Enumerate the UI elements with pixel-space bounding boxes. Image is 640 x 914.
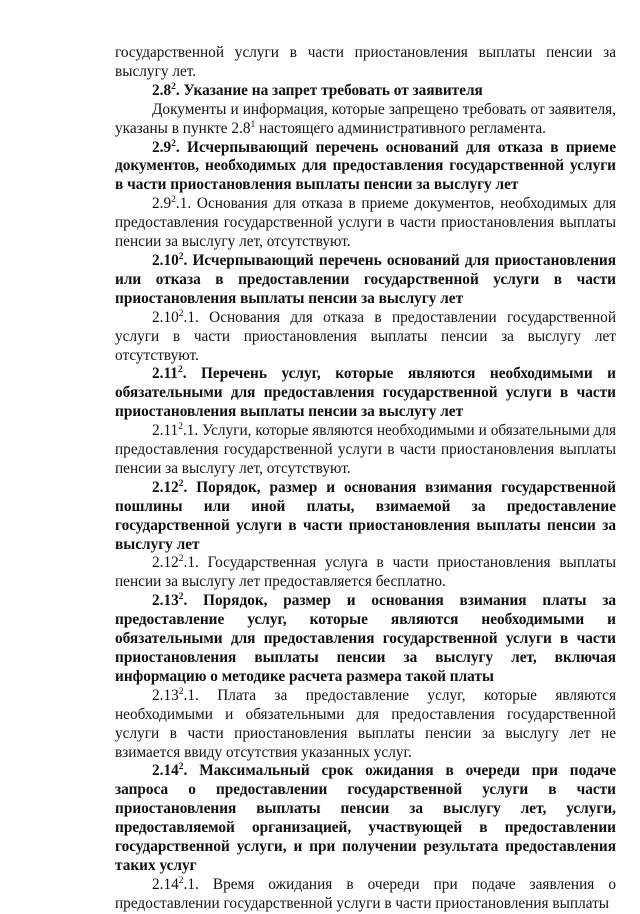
- section-number: 2.14: [152, 762, 179, 780]
- section-item-2-11-1: [115, 422, 616, 479]
- section-item-2-10-1: [115, 309, 616, 366]
- item-text: .1. Время ожидания в очереди при подаче заявления о предоставлении государственной услуги в части приостановления выплаты: [115, 875, 616, 912]
- item-sup: 2: [178, 875, 184, 886]
- item-number: 2.11: [152, 422, 179, 440]
- item-sup: 2: [171, 195, 176, 206]
- continuation-text: государственной услуги в части приостановления выплаты пенсии за выслугу лет.: [115, 44, 616, 80]
- section-title: . Перечень услуг, которые являются необходимыми и обязательными для предоставления государственной услуги в части приостановления выплаты пенсии за выслугу лет: [115, 365, 616, 421]
- item-number: 2.14: [152, 875, 179, 893]
- section-number: 2.13: [152, 592, 179, 610]
- section-title: . Указание на запрет требовать от заявителя: [175, 81, 483, 99]
- section-heading-2-12: [115, 479, 616, 555]
- item-sup: 2: [178, 308, 184, 319]
- section-sup: 2: [178, 762, 184, 773]
- item-text: .1. Основания для отказа в приеме документов, необходимых для предоставления государственной услуги в части приостановления выплаты пенсии за выслугу лет, отсутствуют.: [115, 195, 616, 251]
- section-heading-2-11: [115, 365, 616, 422]
- section-number: 2.9: [152, 138, 172, 156]
- section-sup: 2: [178, 251, 184, 262]
- section-body-2-8: [115, 101, 616, 139]
- section-sup: 2: [171, 138, 176, 149]
- section-number: 2.12: [152, 478, 179, 496]
- section-heading-2-14: [115, 762, 616, 875]
- item-sup: 2: [178, 422, 183, 433]
- section-heading-2-8: [115, 82, 616, 101]
- section-item-2-12-1: [115, 554, 616, 592]
- item-sup: 2: [178, 686, 184, 697]
- body-text: настоящего административного регламента.: [255, 119, 546, 137]
- section-sup: 2: [178, 478, 184, 489]
- section-sup: 2: [171, 81, 176, 92]
- section-title: . Максимальный срок ожидания в очереди при подаче запроса о предоставлении государственной услуги в части приостановления выплаты пенсии за выслугу лет, услуги, предоставляемой организацией, участвующей в предоставлении государственной услуги, и при получении результата предоставления таких услуг: [115, 762, 616, 874]
- section-number: 2.10: [152, 251, 179, 269]
- item-text: .1. Плата за предоставление услуг, которые являются необходимыми и обязательными для предоставления государственной услуги в части приостановления выплаты пенсии за выслугу лет не взимается ввиду отсутствия указанных услуг.: [115, 686, 616, 761]
- section-title: . Порядок, размер и основания взимания платы за предоставление услуг, которые являются необходимыми и обязательными для предоставления государственной услуги в части приостановления выплаты пенсии за выслугу лет, включая информацию о методике расчета размера такой платы: [115, 592, 616, 685]
- item-number: 2.12: [152, 554, 179, 572]
- section-item-2-9-1: [115, 195, 616, 252]
- section-title: . Порядок, размер и основания взимания государственной пошлины или иной платы, взимаемой за предоставление государственной услуги в части приостановления выплаты пенсии за выслугу лет: [115, 478, 616, 553]
- item-text: .1. Услуги, которые являются необходимыми и обязательными для предоставления государственной услуги в части приостановления выплаты пенсии за выслугу лет, отсутствуют.: [115, 422, 616, 477]
- section-heading-2-10: [115, 252, 616, 309]
- section-sup: 2: [177, 365, 183, 376]
- section-heading-2-13: [115, 592, 616, 687]
- body-sup: 1: [250, 119, 256, 130]
- section-number: 2.8: [152, 81, 172, 99]
- section-sup: 2: [178, 592, 184, 603]
- item-text: .1. Основания для отказа в предоставлении государственной услуги в части приостановления выплаты пенсии за выслугу лет отсутствуют.: [115, 308, 616, 364]
- section-title: . Исчерпывающий перечень оснований для приостановления или отказа в предоставлении государственной услуги в части приостановления выплаты пенсии за выслугу лет: [115, 251, 616, 307]
- item-number: 2.9: [152, 195, 172, 213]
- item-text: .1. Государственная услуга в части приостановления выплаты пенсии за выслугу лет предоставляется бесплатно.: [115, 554, 616, 591]
- section-heading-2-9: [115, 139, 616, 196]
- document-page: [115, 44, 616, 914]
- section-item-2-13-1: [115, 687, 616, 763]
- item-sup: 2: [178, 554, 184, 565]
- section-title: . Исчерпывающий перечень оснований для отказа в приеме документов, необходимых для предоставления государственной услуги в части приостановления выплаты пенсии за выслугу лет: [115, 138, 616, 194]
- item-number: 2.10: [152, 308, 179, 326]
- section-item-2-14-1: [115, 876, 616, 914]
- body-text: Документы и информация, которые запрещено требовать от заявителя, указаны в пункте 2.8: [115, 100, 616, 137]
- item-number: 2.13: [152, 686, 179, 704]
- section-number: 2.11: [152, 365, 178, 383]
